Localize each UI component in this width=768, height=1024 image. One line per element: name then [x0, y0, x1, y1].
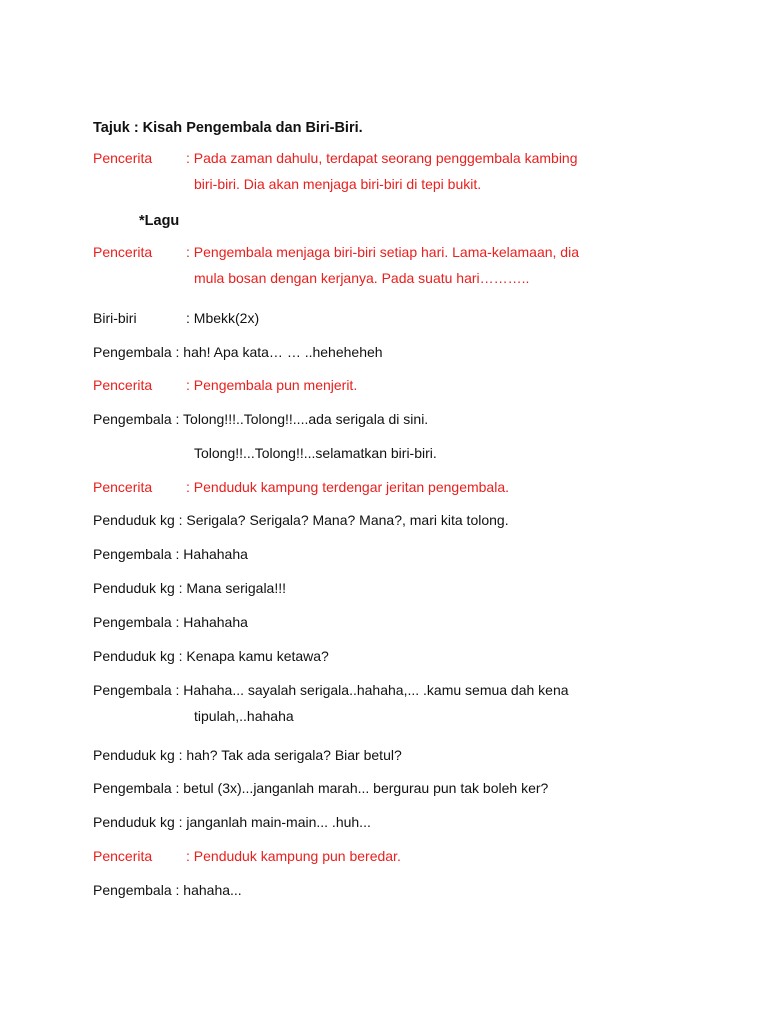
separator: : — [186, 848, 194, 864]
dialogue-text: Hahahaha — [183, 546, 248, 562]
narrator-line — [93, 239, 743, 291]
dialogue-text: hahaha... — [183, 882, 242, 898]
dialogue-text: Mana serigala!!! — [186, 580, 287, 596]
separator: : — [171, 882, 184, 898]
separator: : — [174, 648, 187, 664]
dialogue-text: hah! Apa kata… … ..heheheheh — [183, 344, 383, 360]
dialogue-text: Tolong!!!..Tolong!!....ada serigala di sini. — [183, 411, 429, 427]
speaker-label: Penduduk kg — [93, 580, 175, 596]
dialogue-line — [93, 609, 743, 635]
dialogue-text: Pada zaman dahulu, terdapat seorang penggembala kambing — [193, 150, 578, 166]
speaker-label: Penduduk kg — [93, 512, 175, 528]
page-title: Tajuk : Kisah Pengembala dan Biri-Biri. — [93, 120, 363, 136]
speaker-label: Pengembala — [93, 344, 172, 360]
dialogue-line — [93, 541, 743, 567]
separator: : — [171, 344, 184, 360]
dialogue-line — [93, 809, 743, 835]
dialogue-text: betul (3x)...janganlah marah... bergurau pun tak boleh ker? — [183, 780, 549, 796]
dialogue-text: janganlah main-main... .huh... — [186, 814, 371, 830]
dialogue-continuation: biri-biri. Dia akan menjaga biri-biri di tepi bukit. — [194, 176, 482, 192]
separator: : — [186, 150, 194, 166]
speaker-label: Pengembala — [93, 780, 172, 796]
dialogue-text: Hahaha... sayalah serigala..hahaha,... .kamu semua dah kena — [183, 682, 569, 698]
dialogue-text: Mbekk(2x) — [193, 310, 260, 326]
dialogue-line — [93, 440, 743, 466]
dialogue-line — [93, 877, 743, 903]
dialogue-line — [93, 775, 743, 801]
separator: : — [174, 512, 187, 528]
dialogue-text: Pengembala pun menjerit. — [193, 377, 358, 393]
dialogue-continuation: mula bosan dengan kerjanya. Pada suatu hari……….. — [194, 270, 530, 286]
speaker-label: Pencerita — [93, 848, 153, 864]
speaker-label: Pengembala — [93, 614, 172, 630]
separator: : — [174, 580, 187, 596]
dialogue-line — [93, 575, 743, 601]
dialogue-text: Kenapa kamu ketawa? — [186, 648, 329, 664]
dialogue-text: hah? Tak ada serigala? Biar betul? — [186, 747, 402, 763]
separator: : — [171, 411, 184, 427]
song-cue: *Lagu — [139, 213, 180, 229]
speaker-label: Biri-biri — [93, 310, 137, 326]
dialogue-continuation: tipulah,..hahaha — [194, 708, 294, 724]
dialogue-text: Pengembala menjaga biri-biri setiap hari. Lama-kelamaan, dia — [193, 244, 579, 260]
speaker-label: Pencerita — [93, 479, 153, 495]
dialogue-text: Hahahaha — [183, 614, 248, 630]
speaker-label: Pencerita — [93, 244, 153, 260]
dialogue-text: Penduduk kampung terdengar jeritan pengembala. — [193, 479, 509, 495]
speaker-label: Penduduk kg — [93, 648, 175, 664]
narrator-line — [93, 474, 743, 500]
separator: : — [174, 747, 187, 763]
separator: : — [186, 244, 194, 260]
speaker-label: Pengembala — [93, 546, 172, 562]
separator: : — [171, 546, 184, 562]
speaker-label: Pencerita — [93, 150, 153, 166]
speaker-label: Pencerita — [93, 377, 153, 393]
dialogue-line — [93, 305, 743, 331]
narrator-line — [93, 843, 743, 869]
separator: : — [186, 479, 194, 495]
dialogue-text: Serigala? Serigala? Mana? Mana?, mari kita tolong. — [186, 512, 509, 528]
separator: : — [186, 377, 194, 393]
speaker-label: Penduduk kg — [93, 747, 175, 763]
dialogue-line — [93, 742, 743, 768]
speaker-label: Pengembala — [93, 682, 172, 698]
dialogue-line — [93, 339, 743, 365]
dialogue-text: Tolong!!...Tolong!!...selamatkan biri-biri. — [194, 445, 437, 461]
narrator-line — [93, 372, 743, 398]
speaker-label: Pengembala — [93, 882, 172, 898]
dialogue-line — [93, 677, 743, 729]
speaker-label: Penduduk kg — [93, 814, 175, 830]
dialogue-text: Penduduk kampung pun beredar. — [193, 848, 401, 864]
speaker-label: Pengembala — [93, 411, 172, 427]
dialogue-line — [93, 406, 743, 432]
dialogue-line — [93, 507, 743, 533]
narrator-line — [93, 145, 743, 197]
dialogue-line — [93, 643, 743, 669]
separator: : — [171, 682, 184, 698]
separator: : — [174, 814, 187, 830]
separator: : — [171, 780, 184, 796]
separator: : — [171, 614, 184, 630]
separator: : — [186, 310, 194, 326]
